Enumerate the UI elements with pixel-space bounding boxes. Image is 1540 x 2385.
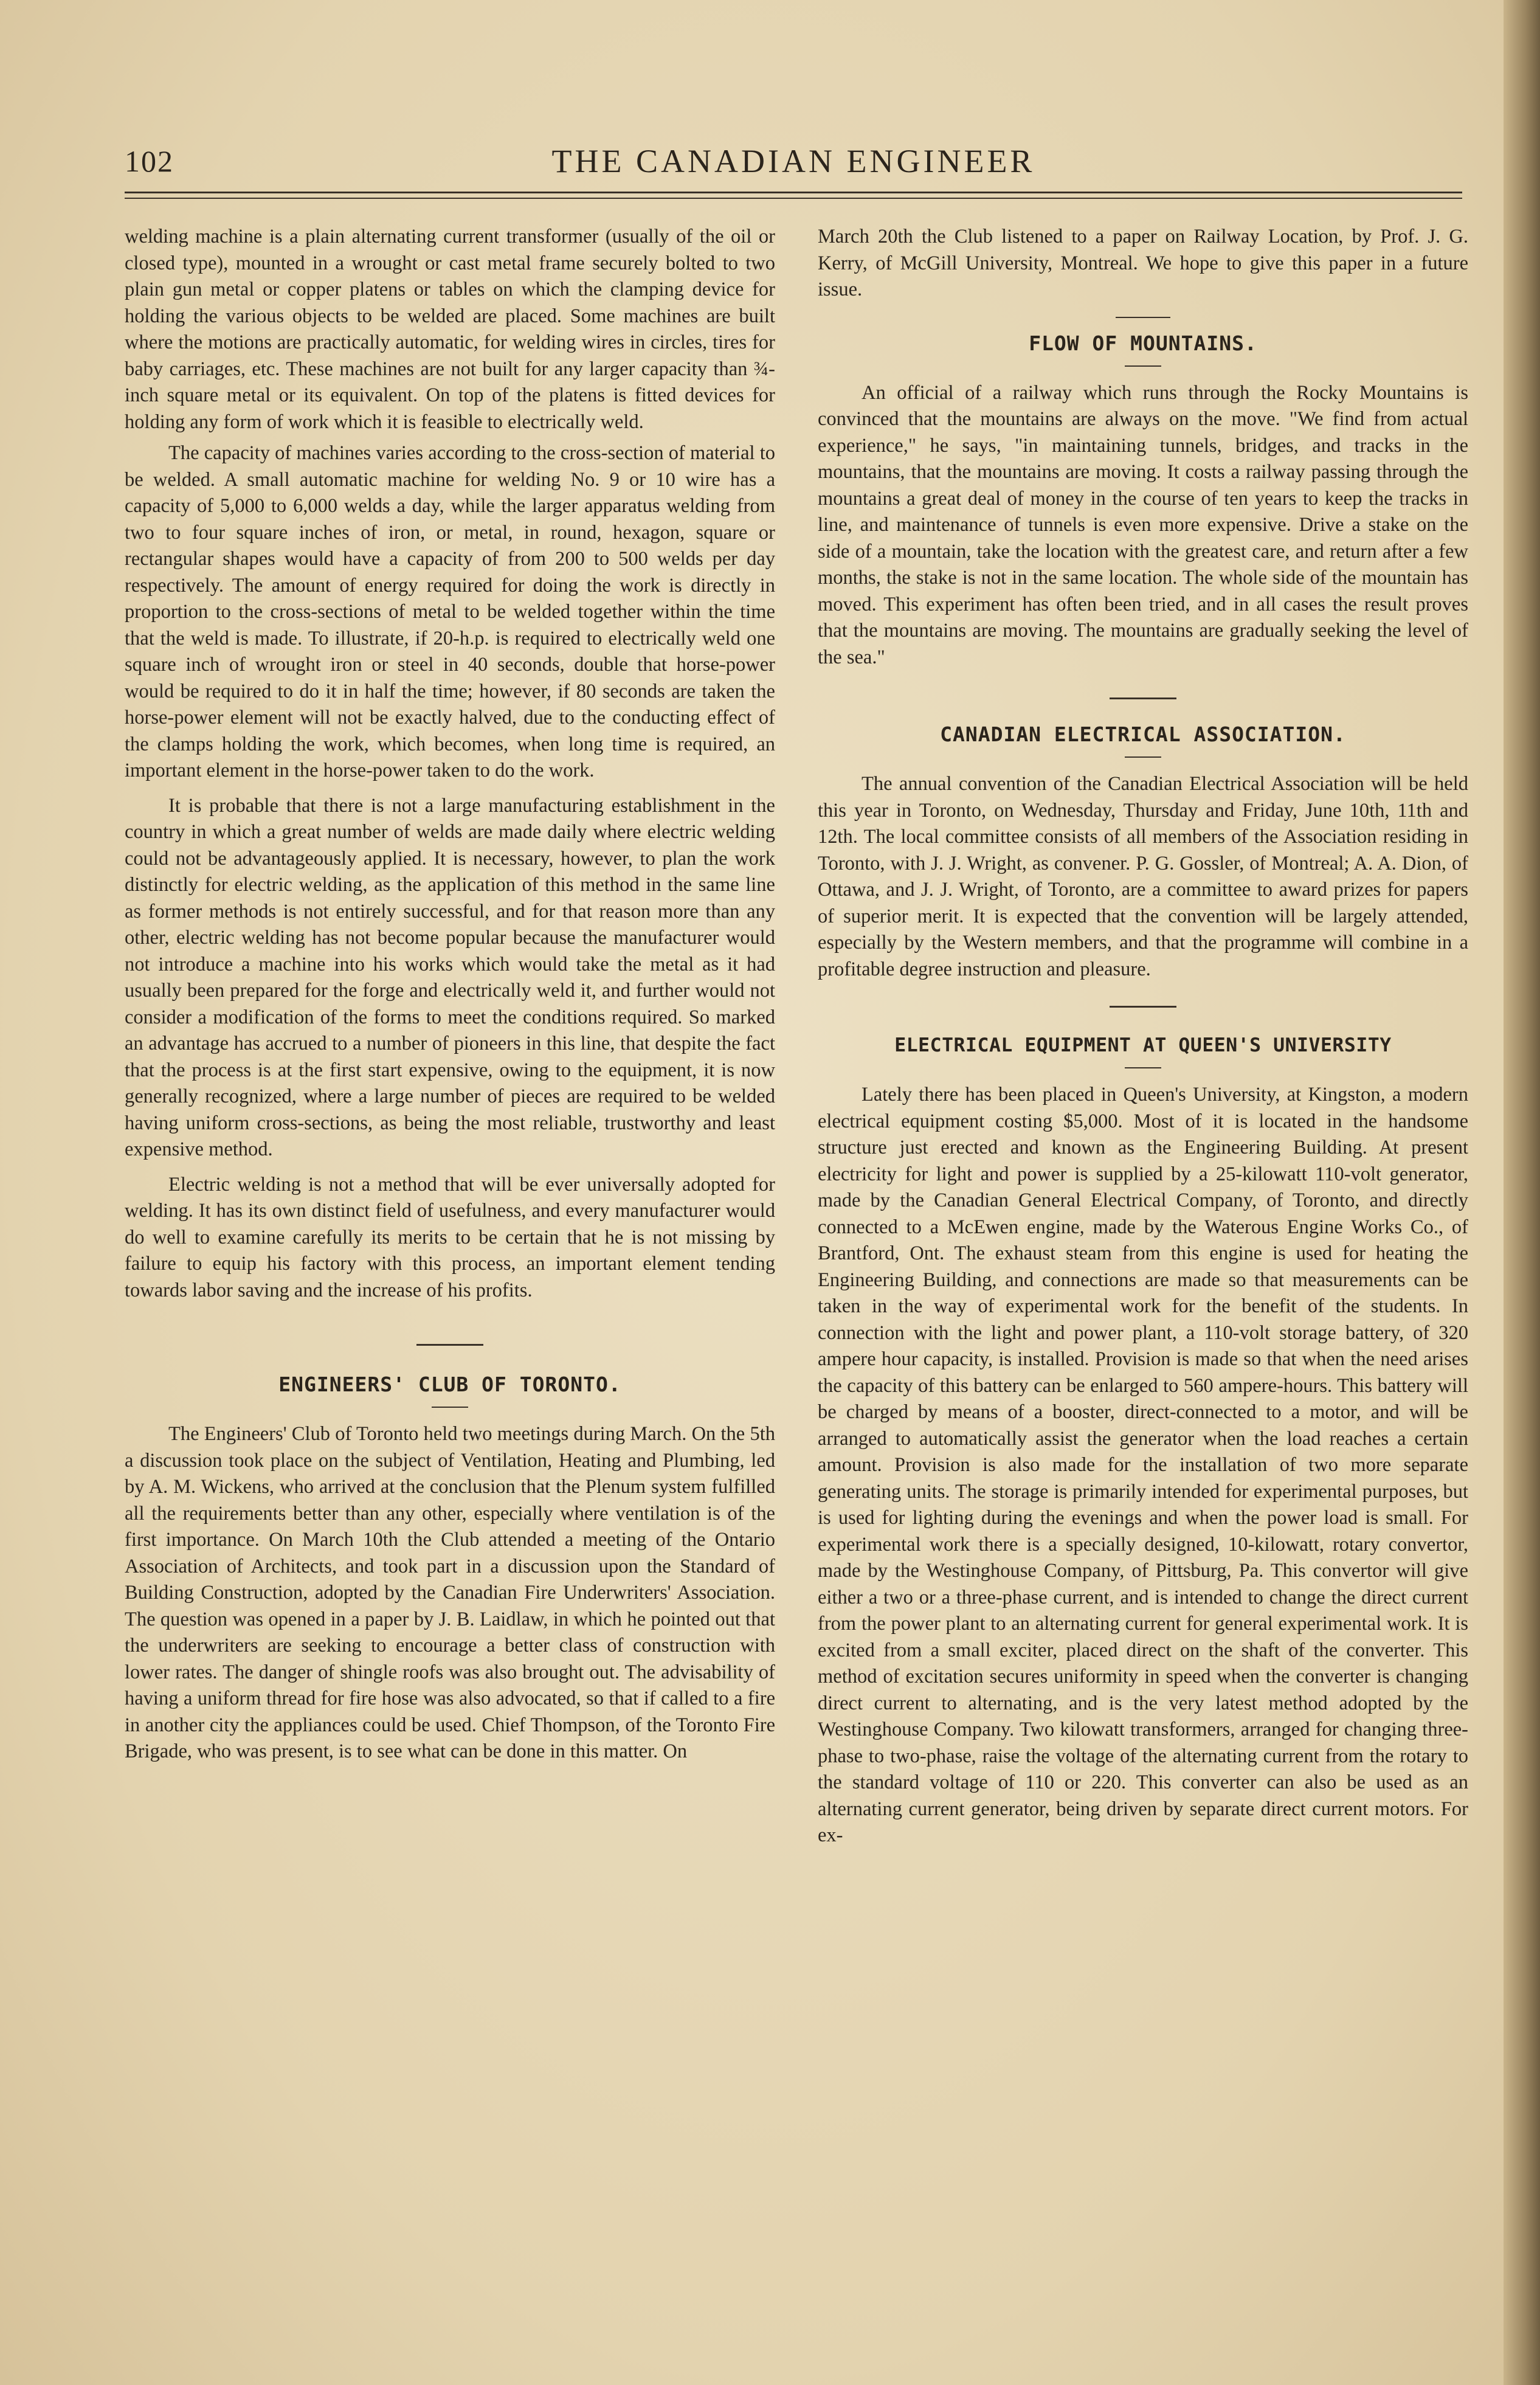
engineers-club-heading: ENGINEERS' CLUB OF TORONTO. (278, 1372, 621, 1396)
engineers-club-paragraph: The Engineers' Club of Toronto held two meetings during March. On the 5th a discussion took place on the subject of Ventilation, Heating and Plumbing, led by A. M. Wickens, who arrived at the conclusion that the Plenum system fulfilled all the requirements better than any other, especially where ventilation is of the first importance. On March 10th the Club attended a meeting of the Ontario Association of Architects, and took part in a discussion upon the Standard of Building Construction, adopted by the Canadian Fire Underwriters' Association. The question was opened in a paper by J. B. Laidlaw, in which he pointed out that the underwriters are seeking to encourage a better class of construction with lower rates. The danger of shingle roofs was also brought out. The advisability of having a uniform thread for fire hose was also advocated, so that if called to a fire in another city the appliances could be used. Chief Thompson, of the Toronto Fire Brigade, who was present, is to see what can be done in this matter. On (125, 1423, 775, 1762)
welding-paragraph-4: Electric welding is not a method that will be ever universally adopted for welding. It has its own distinct field of usefulness, and every manufacturer would do well to examine carefully its merits to be certain that he is not missing by failure to equip his factory with this process, an important element tending towards labor saving and the increase of his profits. (125, 1173, 775, 1301)
welding-paragraph-2: The capacity of machines varies according to the cross-section of material to be welded. A small automatic machine for welding No. 9 or 10 wire has a capacity of 5,000 to 6,000 welds a day, while the larger apparatus welding from two to four square inches of iron, or metal, in round, hexagon, square or rectangular shapes would have a capacity of from 200 to 500 welds per day respectively. The amount of energy required for doing the work is directly in proportion to the cross-sections of metal to be welded together within the time that the weld is made. To illustrate, if 20-h.p. is required to electrically weld one square inch of wrought iron or steel in 40 seconds, double that horse-power would be required to do it in half the time; however, if 80 seconds are taken the horse-power element will not be exactly halved, due to the conducting effect of the clamps holding the work, which becomes, when long time is required, an important element in the horse-power taken to do the work. (125, 442, 775, 781)
journal-title: THE CANADIAN ENGINEER (551, 143, 1035, 179)
welding-paragraph-3: It is probable that there is not a large manufacturing establishment in the country in which a great number of welds are made daily where electric welding could not be advantageously applied. It is necessary, however, to plan the work distinctly for electric welding, as the application of this method in the same line as former methods is not entirely successful, and for that reason more than any other, electric welding has not become popular because the manufacturer would not introduce a machine into his works which would take the metal as it had usually been prepared for the forge and electrically weld it, and further would not consider a modification of the forms to meet the conditions required. So marked an advantage has accrued to a number of pioneers in this line, that despite the fact that the process is at the first start expensive, owing to the equipment, it is now generally recognized, where a large number of pieces are required to be welded having uniform cross-sections, as being the most reliable, trustworthy and least expensive method. (125, 794, 775, 1160)
page-number: 102 (125, 144, 174, 178)
flow-of-mountains-paragraph: An official of a railway which runs through the Rocky Mountains is convinced that the mountains are always on the move. "We find from actual experience," he says, "in maintaining tunnels, bridges, and tracks in the mountains, that the mountains are moving. It costs a railway passing through the mountains a great deal of money in the course of ten years to keep the tracks in line, and maintenance of tunnels is even more expensive. Drive a stake on the side of a mountain, take the location with the greatest care, and return after a few months, the stake is not in the same location. The whole side of the mountain has moved. This experiment has often been tried, and in all cases the result proves that the mountains are moving. The mountains are gradually seeking the level of the sea." (818, 381, 1468, 668)
welding-paragraph-1: welding machine is a plain alternating current transformer (usually of the oil or closed type), mounted in a wrought or cast metal frame securely bolted to two plain gun metal or copper platens or tables on which the clamping device for holding the various objects to be welded are placed. Some machines are built where the motions are practically automatic, for welding wires in circles, tires for baby carriages, etc. These machines are not built for any larger capacity than ¾-inch square metal or its equivalent. On top of the platens is fitted devices for holding any form of work which it is feasible to electrically weld. (125, 226, 775, 433)
queens-university-heading: ELECTRICAL EQUIPMENT AT QUEEN'S UNIVERSITY (894, 1034, 1392, 1056)
page-header (125, 139, 1462, 187)
page-spine-edge (1504, 0, 1540, 2385)
header-rule (125, 192, 1462, 199)
club-continuation-paragraph: March 20th the Club listened to a paper on Railway Location, by Prof. J. G. Kerry, of McGill University, Montreal. We hope to give this paper in a future issue. (818, 226, 1468, 300)
canadian-electrical-association-paragraph: The annual convention of the Canadian Electrical Association will be held this year in Toronto, on Wednesday, Thursday and Friday, June 10th, 11th and 12th. The local committee consists of all members of the Association residing in Toronto, with J. J. Wright, as convener. P. G. Gossler, of Montreal; A. A. Dion, of Ottawa, and J. J. Wright, of Toronto, are a committee to award prizes for papers of superior merit. It is expected that the convention will be largely attended, especially by the Western members, and that the programme will combine in a profitable degree instruction and pleasure. (818, 773, 1468, 980)
left-column (125, 224, 775, 1770)
right-column (818, 224, 1468, 1854)
canadian-electrical-association-heading: CANADIAN ELECTRICAL ASSOCIATION. (940, 722, 1346, 746)
flow-of-mountains-heading: FLOW OF MOUNTAINS. (1029, 331, 1257, 355)
queens-university-paragraph: Lately there has been placed in Queen's University, at Kingston, a modern electrical equipment costing $5,000. Most of it is located in the handsome structure just erected and known as the Engineering Building. At present electricity for light and power is supplied by a 25-kilowatt 110-volt generator, made by the Canadian General Electrical Company, of Toronto, and directly connected to a McEwen engine, made by the Waterous Engine Works Co., of Brantford, Ont. The exhaust steam from this engine is used for heating the Engineering Building, and connections are made so that measurements can be taken in the way of experimental work for the benefit of the students. In connection with the light and power plant, a 110-volt storage battery, of 320 ampere hour capacity, is installed. Provision is made so that when the need arises the capacity of this battery can be enlarged to 560 ampere-hours. This battery will be charged by means of a booster, direct-connected to a motor, and will be arranged to automatically assist the generator when the load reaches a certain amount. Provision is also made for the installation of two more separate generating units. The storage is primarily intended for experimental purposes, but is used for lighting during the evenings and when the power load is small. For experimental work there is a specially designed, 10-kilowatt, rotary convertor, made by the Westinghouse Company, of Pittsburg, Pa. This convertor will give either a two or a three-phase current, and is intended to change the direct current from the power plant to an alternating current for general experimental work. It is excited from a small exciter, placed direct on the shaft of the converter. This method of excitation secures uniformity in speed when the converter is changing direct current to alternating, and is the very latest method adopted by the Westinghouse Company. Two kilowatt transformers, arranged for changing three-phase to two-phase, raise the voltage of the alternating current from the rotary to the standard voltage of 110 or 220. This converter can also be used as an alternating current generator, being driven by separate direct current motors. For ex- (818, 1084, 1468, 1846)
